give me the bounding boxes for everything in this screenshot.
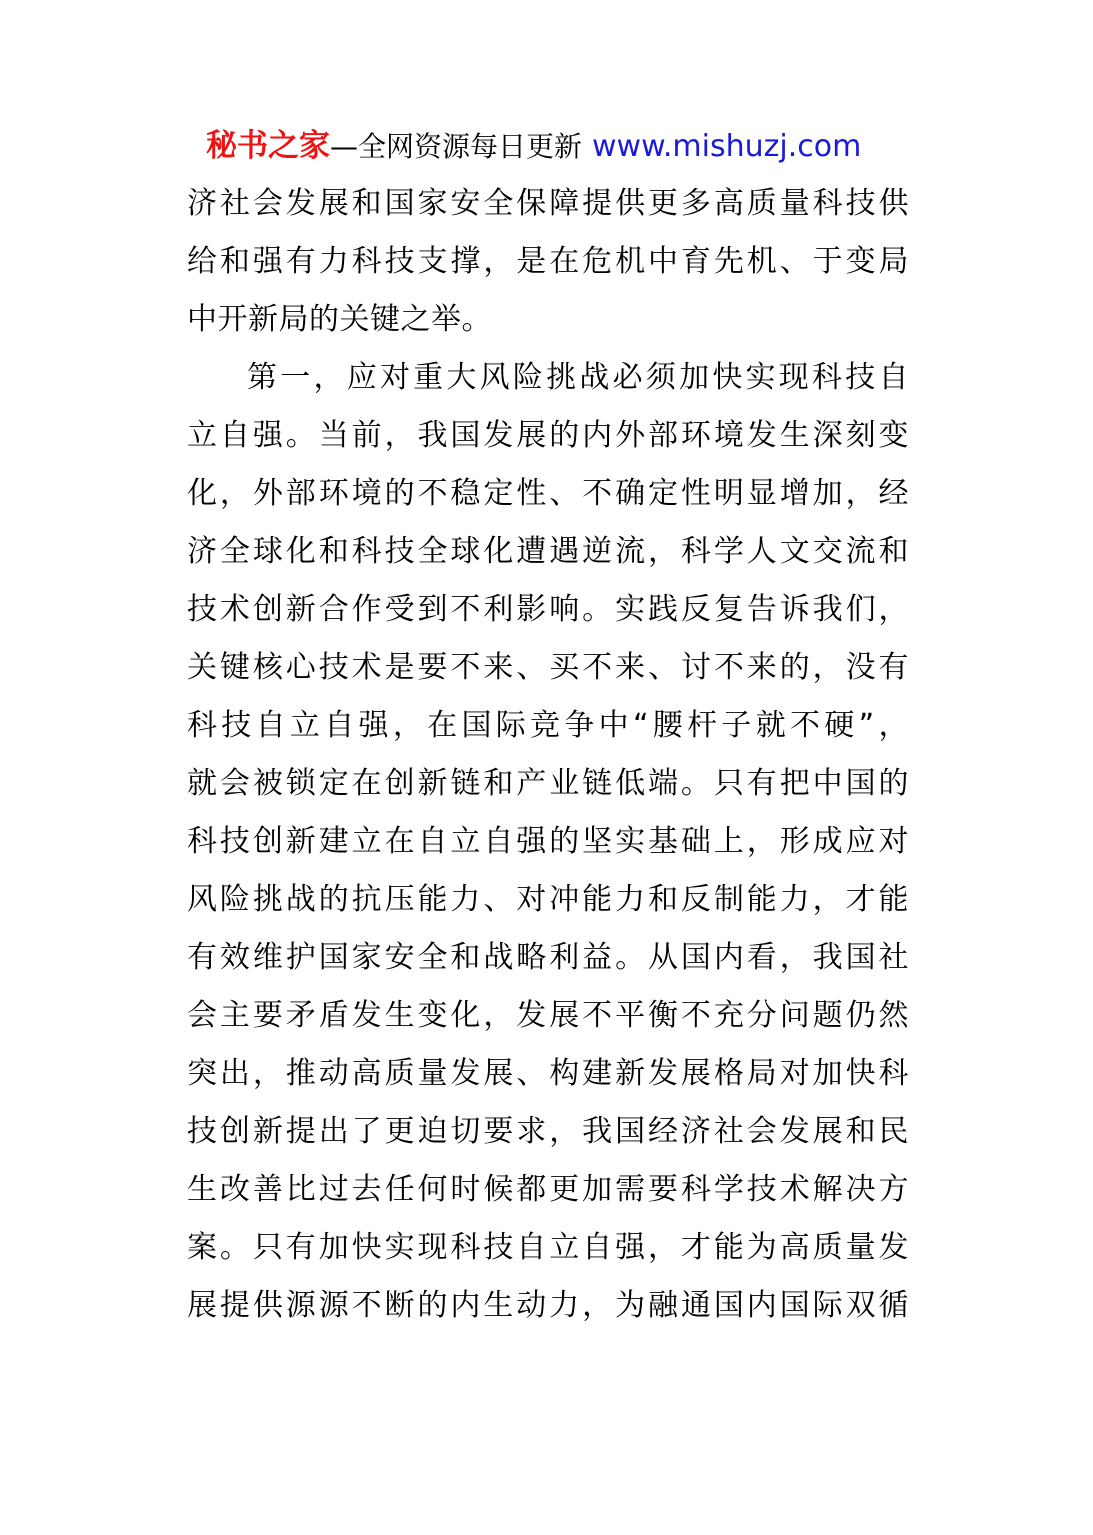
header-tagline: —全网资源每日更新 bbox=[330, 130, 583, 163]
page-header bbox=[206, 121, 926, 171]
text-line: 济社会发展和国家安全保障提供更多高质量科技供 bbox=[187, 186, 909, 221]
text-line: 风险挑战的抗压能力、对冲能力和反制能力，才能 bbox=[187, 882, 909, 917]
text-line: 科技创新建立在自立自强的坚实基础上，形成应对 bbox=[187, 824, 909, 859]
text-line: 会主要矛盾发生变化，发展不平衡不充分问题仍然 bbox=[187, 998, 909, 1033]
text-line: 生改善比过去任何时候都更加需要科学技术解决方 bbox=[187, 1172, 909, 1207]
text-line: 给和强有力科技支撑，是在危机中育先机、于变局 bbox=[187, 244, 909, 279]
document-body bbox=[187, 175, 909, 1335]
website-link[interactable]: www.mishuzj.com bbox=[592, 129, 862, 164]
text-line: 科技自立自强，在国际竞争中“腰杆子就不硬”， bbox=[187, 708, 909, 743]
text-line: 展提供源源不断的内生动力，为融通国内国际双循 bbox=[187, 1288, 909, 1323]
text-line: 关键核心技术是要不来、买不来、讨不来的，没有 bbox=[187, 650, 909, 685]
text-line: 技创新提出了更迫切要求，我国经济社会发展和民 bbox=[187, 1114, 909, 1149]
text-line: 就会被锁定在创新链和产业链低端。只有把中国的 bbox=[187, 766, 909, 801]
text-line: 化，外部环境的不稳定性、不确定性明显增加，经 bbox=[187, 476, 909, 511]
text-line: 案。只有加快实现科技自立自强，才能为高质量发 bbox=[187, 1230, 909, 1265]
text-line: 中开新局的关键之举。 bbox=[187, 302, 492, 337]
text-line: 立自强。当前，我国发展的内外部环境发生深刻变 bbox=[187, 418, 909, 453]
text-line: 突出，推动高质量发展、构建新发展格局对加快科 bbox=[187, 1056, 909, 1091]
brand-name: 秘书之家 bbox=[206, 128, 330, 164]
text-line: 济全球化和科技全球化遭遇逆流，科学人文交流和 bbox=[187, 534, 909, 569]
text-line: 有效维护国家安全和战略利益。从国内看，我国社 bbox=[187, 940, 909, 975]
text-line: 技术创新合作受到不利影响。实践反复告诉我们， bbox=[187, 592, 909, 627]
paragraph-first-line: 第一，应对重大风险挑战必须加快实现科技自 bbox=[247, 360, 909, 395]
